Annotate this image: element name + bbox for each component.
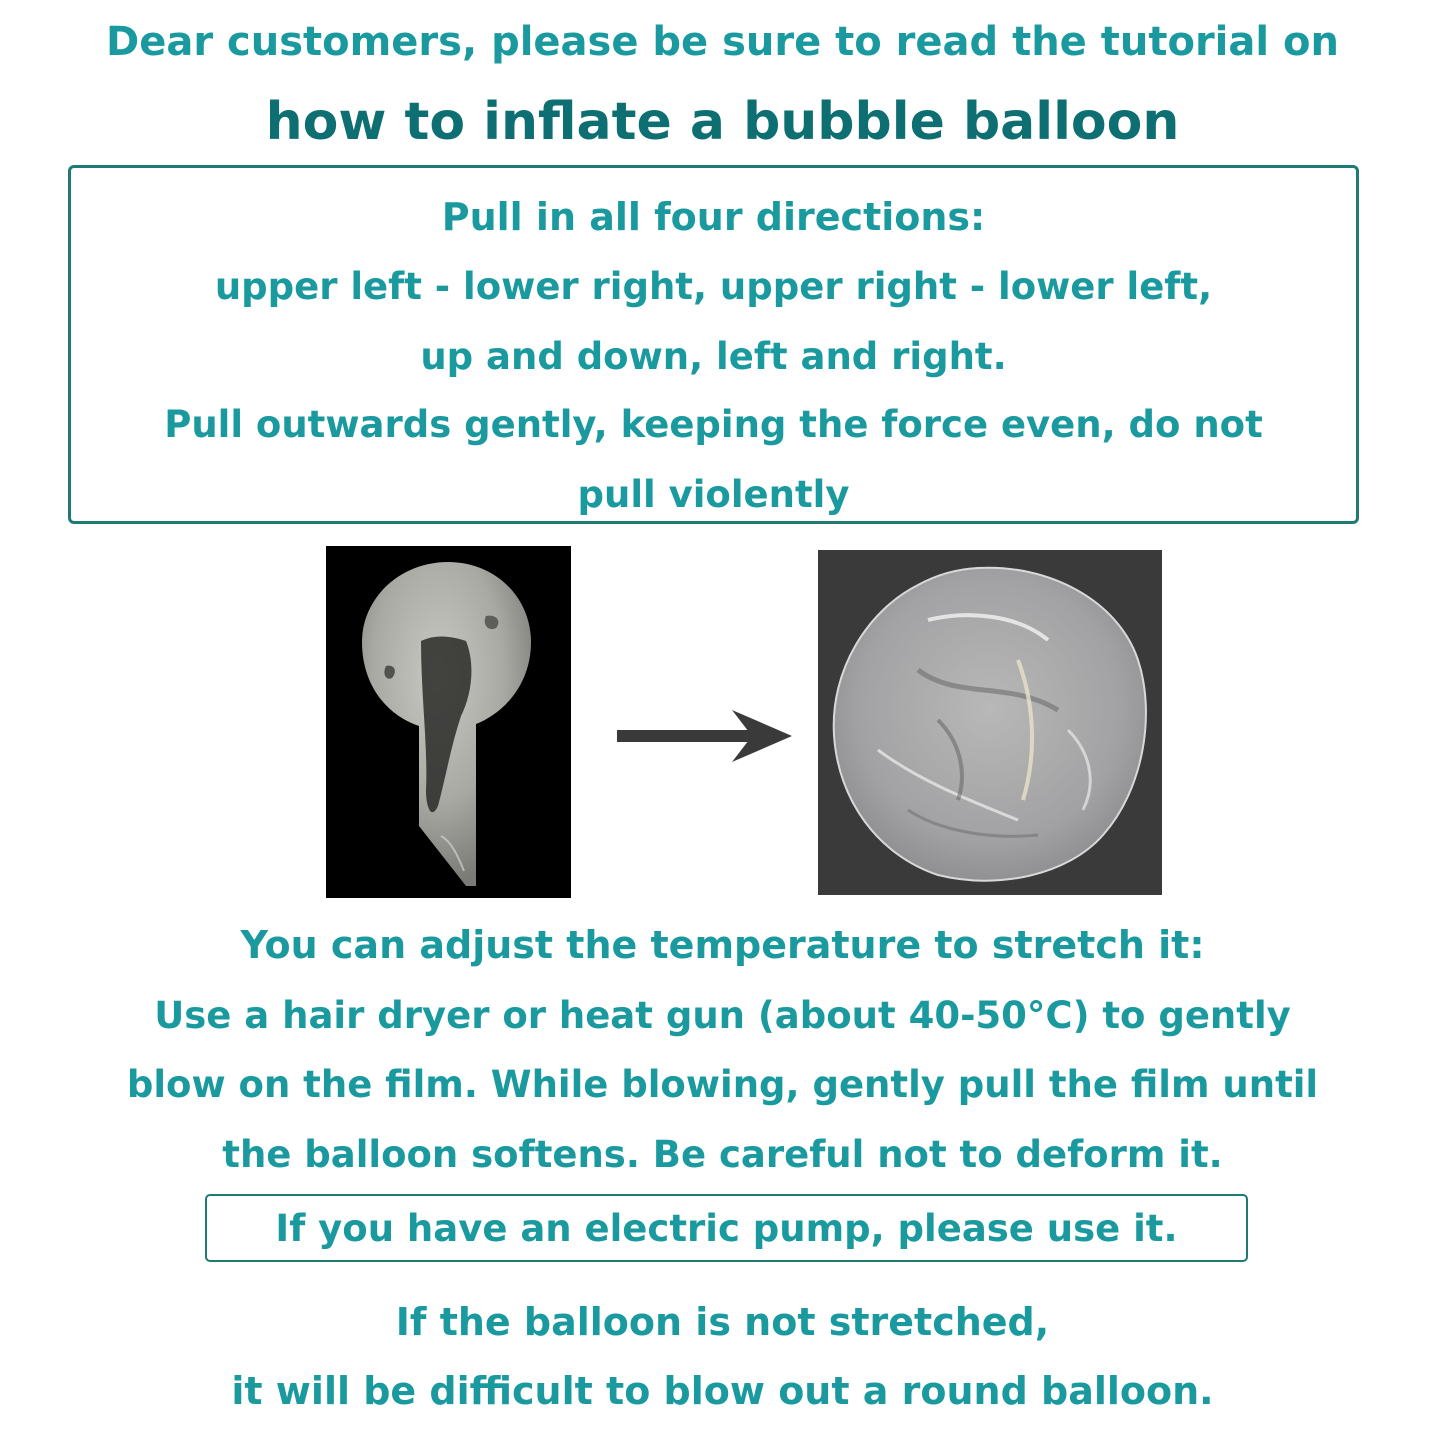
warning-line-1: If the balloon is not stretched, <box>395 1300 1050 1344</box>
pull-instructions-title: Pull in all four directions: <box>441 195 986 239</box>
temperature-heading: You can adjust the temperature to stretch it: <box>240 923 1205 967</box>
pull-instructions-box <box>68 165 1359 524</box>
pull-instructions-line-1: upper left - lower right, upper right - lower left, <box>214 265 1213 308</box>
flat-balloon-film-photo <box>326 546 571 898</box>
pull-instructions-line-2: up and down, left and right. <box>420 335 1007 378</box>
right-arrow-icon <box>614 706 796 766</box>
page-title: how to inflate a bubble balloon <box>265 92 1180 152</box>
electric-pump-note: If you have an electric pump, please use it. <box>275 1207 1178 1250</box>
pull-instructions-line-4: pull violently <box>577 473 850 516</box>
temperature-line-2: blow on the film. While blowing, gently pull the film until <box>126 1063 1319 1106</box>
stretched-balloon-film-photo <box>818 550 1162 895</box>
warning-line-2: it will be difficult to blow out a round balloon. <box>231 1369 1214 1413</box>
header-line-1: Dear customers, please be sure to read the tutorial on <box>106 19 1339 65</box>
temperature-line-3: the balloon softens. Be careful not to deform it. <box>222 1133 1223 1176</box>
temperature-line-1: Use a hair dryer or heat gun (about 40-50°C) to gently <box>154 994 1291 1037</box>
pull-instructions-line-3: Pull outwards gently, keeping the force even, do not <box>164 403 1263 446</box>
electric-pump-note-box <box>205 1194 1248 1262</box>
